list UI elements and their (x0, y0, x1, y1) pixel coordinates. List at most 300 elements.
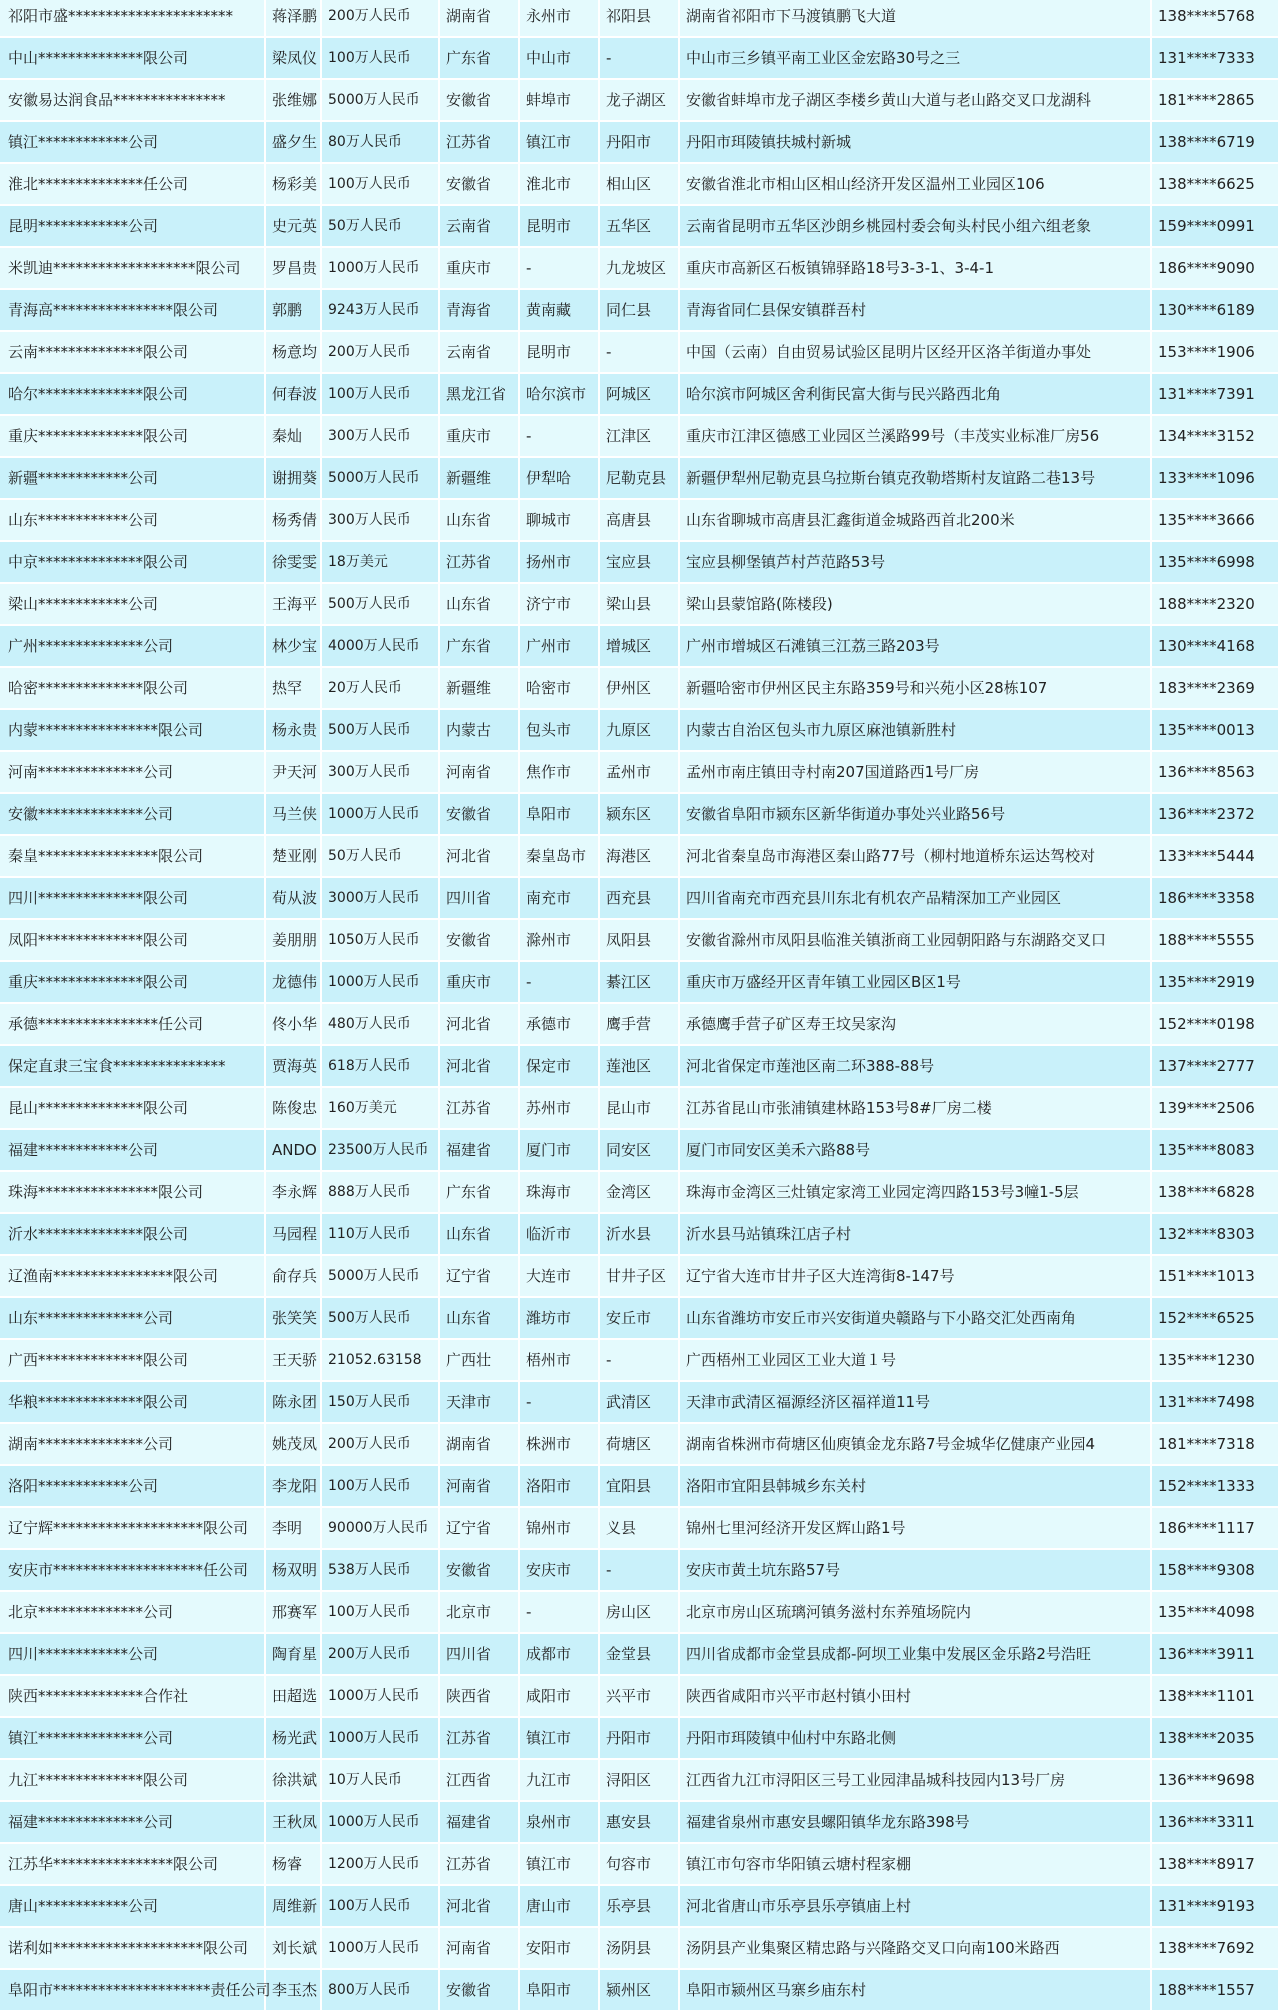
cell-company-name: 秦皇****************限公司 (0, 835, 265, 877)
table-row (0, 1507, 1278, 1549)
cell-company-name: 祁阳市盛********************** (0, 0, 265, 37)
cell-company-name: 洛阳************公司 (0, 1465, 265, 1507)
cell-city: 株洲市 (519, 1423, 599, 1465)
cell-city: 广州市 (519, 625, 599, 667)
cell-city: 洛阳市 (519, 1465, 599, 1507)
cell-district: 兴平市 (599, 1675, 679, 1717)
cell-legal-rep: 罗昌贵 (265, 247, 321, 289)
cell-registered-capital: 50万人民币 (321, 205, 439, 247)
table-row (0, 793, 1278, 835)
table-row (0, 1801, 1278, 1843)
cell-registered-capital: 160万美元 (321, 1087, 439, 1129)
cell-legal-rep: 陈永团 (265, 1381, 321, 1423)
cell-district: 增城区 (599, 625, 679, 667)
table-row (0, 163, 1278, 205)
cell-address: 宝应县柳堡镇芦村芦范路53号 (679, 541, 1151, 583)
cell-company-name: 四川**************限公司 (0, 877, 265, 919)
table-row (0, 1339, 1278, 1381)
cell-address: 哈尔滨市阿城区舍利街民富大街与民兴路西北角 (679, 373, 1151, 415)
cell-province: 湖南省 (439, 0, 519, 37)
cell-registered-capital: 18万美元 (321, 541, 439, 583)
cell-registered-capital: 100万人民币 (321, 163, 439, 205)
cell-phone: 135****2919 (1151, 961, 1278, 1003)
cell-company-name: 凤阳**************限公司 (0, 919, 265, 961)
cell-address: 福建省泉州市惠安县螺阳镇华龙东路398号 (679, 1801, 1151, 1843)
cell-province: 山东省 (439, 499, 519, 541)
cell-legal-rep: 陶育星 (265, 1633, 321, 1675)
cell-legal-rep: 李龙阳 (265, 1465, 321, 1507)
cell-legal-rep: 周维新 (265, 1885, 321, 1927)
cell-phone: 131****9193 (1151, 1885, 1278, 1927)
cell-company-name: 重庆**************限公司 (0, 415, 265, 457)
cell-legal-rep: 马兰侠 (265, 793, 321, 835)
cell-city: 唐山市 (519, 1885, 599, 1927)
cell-address: 锦州七里河经济开发区辉山路1号 (679, 1507, 1151, 1549)
cell-district: 高唐县 (599, 499, 679, 541)
cell-registered-capital: 1050万人民币 (321, 919, 439, 961)
cell-address: 珠海市金湾区三灶镇定家湾工业园定湾四路153号3幢1-5层 (679, 1171, 1151, 1213)
cell-city: 扬州市 (519, 541, 599, 583)
cell-company-name: 昆山**************限公司 (0, 1087, 265, 1129)
cell-province: 四川省 (439, 877, 519, 919)
table-row (0, 1381, 1278, 1423)
table-row (0, 1843, 1278, 1885)
cell-phone: 151****1013 (1151, 1255, 1278, 1297)
cell-company-name: 米凯迪*******************限公司 (0, 247, 265, 289)
cell-registered-capital: 1000万人民币 (321, 1717, 439, 1759)
cell-company-name: 云南**************限公司 (0, 331, 265, 373)
cell-city: 潍坊市 (519, 1297, 599, 1339)
cell-phone: 188****1557 (1151, 1969, 1278, 2011)
cell-province: 安徽省 (439, 1549, 519, 1591)
cell-city: 淮北市 (519, 163, 599, 205)
cell-phone: 131****7333 (1151, 37, 1278, 79)
cell-registered-capital: 500万人民币 (321, 1297, 439, 1339)
cell-province: 河南省 (439, 751, 519, 793)
cell-city: 阜阳市 (519, 793, 599, 835)
table-row (0, 1759, 1278, 1801)
cell-address: 重庆市高新区石板镇锦驿路18号3-3-1、3-4-1 (679, 247, 1151, 289)
cell-district: 丹阳市 (599, 121, 679, 163)
cell-legal-rep: 刘长斌 (265, 1927, 321, 1969)
cell-province: 内蒙古 (439, 709, 519, 751)
cell-legal-rep: 郭鹏 (265, 289, 321, 331)
cell-phone: 138****1101 (1151, 1675, 1278, 1717)
cell-district: 房山区 (599, 1591, 679, 1633)
cell-phone: 136****9698 (1151, 1759, 1278, 1801)
cell-district: 乐亭县 (599, 1885, 679, 1927)
cell-province: 安徽省 (439, 919, 519, 961)
cell-registered-capital: 1000万人民币 (321, 961, 439, 1003)
cell-district: 五华区 (599, 205, 679, 247)
table-row (0, 877, 1278, 919)
cell-address: 山东省聊城市高唐县汇鑫街道金城路西首北200米 (679, 499, 1151, 541)
cell-province: 北京市 (439, 1591, 519, 1633)
table-row (0, 289, 1278, 331)
cell-city: - (519, 1591, 599, 1633)
cell-province: 黑龙江省 (439, 373, 519, 415)
cell-phone: 152****1333 (1151, 1465, 1278, 1507)
cell-company-name: 华粮**************限公司 (0, 1381, 265, 1423)
cell-legal-rep: 梁凤仪 (265, 37, 321, 79)
cell-legal-rep: 姜朋朋 (265, 919, 321, 961)
cell-company-name: 阜阳市*********************责任公司 (0, 1969, 265, 2011)
cell-address: 湖南省株洲市荷塘区仙庾镇金龙东路7号金城华亿健康产业园4 (679, 1423, 1151, 1465)
cell-phone: 152****0198 (1151, 1003, 1278, 1045)
cell-registered-capital: 300万人民币 (321, 499, 439, 541)
cell-province: 四川省 (439, 1633, 519, 1675)
cell-city: 中山市 (519, 37, 599, 79)
cell-address: 安徽省滁州市凤阳县临淮关镇浙商工业园朝阳路与东湖路交叉口 (679, 919, 1151, 961)
cell-district: - (599, 1339, 679, 1381)
cell-address: 新疆伊犁州尼勒克县乌拉斯台镇克孜勒塔斯村友谊路二巷13号 (679, 457, 1151, 499)
cell-district: 金湾区 (599, 1171, 679, 1213)
cell-company-name: 河南**************公司 (0, 751, 265, 793)
table-row (0, 1213, 1278, 1255)
cell-legal-rep: 王秋凤 (265, 1801, 321, 1843)
cell-company-name: 淮北**************任公司 (0, 163, 265, 205)
cell-legal-rep: 杨意均 (265, 331, 321, 373)
cell-district: 阿城区 (599, 373, 679, 415)
cell-district: 颍州区 (599, 1969, 679, 2011)
cell-company-name: 四川************公司 (0, 1633, 265, 1675)
cell-registered-capital: 9243万人民币 (321, 289, 439, 331)
cell-district: 宜阳县 (599, 1465, 679, 1507)
cell-phone: 186****1117 (1151, 1507, 1278, 1549)
cell-city: 蚌埠市 (519, 79, 599, 121)
table-row (0, 205, 1278, 247)
cell-phone: 138****8917 (1151, 1843, 1278, 1885)
cell-registered-capital: 300万人民币 (321, 415, 439, 457)
cell-registered-capital: 4000万人民币 (321, 625, 439, 667)
cell-phone: 135****1230 (1151, 1339, 1278, 1381)
table-row (0, 1591, 1278, 1633)
cell-province: 河北省 (439, 1045, 519, 1087)
cell-registered-capital: 1000万人民币 (321, 1675, 439, 1717)
table-row (0, 499, 1278, 541)
cell-legal-rep: 李玉杰 (265, 1969, 321, 2011)
table-row (0, 37, 1278, 79)
cell-registered-capital: 1000万人民币 (321, 247, 439, 289)
cell-province: 重庆市 (439, 247, 519, 289)
cell-address: 厦门市同安区美禾六路88号 (679, 1129, 1151, 1171)
cell-city: 九江市 (519, 1759, 599, 1801)
cell-phone: 138****2035 (1151, 1717, 1278, 1759)
cell-legal-rep: 俞存兵 (265, 1255, 321, 1297)
cell-phone: 135****8083 (1151, 1129, 1278, 1171)
cell-province: 河北省 (439, 1003, 519, 1045)
cell-legal-rep: 李明 (265, 1507, 321, 1549)
cell-province: 福建省 (439, 1129, 519, 1171)
cell-registered-capital: 5000万人民币 (321, 457, 439, 499)
cell-address: 孟州市南庄镇田寺村南207国道路西1号厂房 (679, 751, 1151, 793)
cell-phone: 131****7391 (1151, 373, 1278, 415)
cell-phone: 136****3311 (1151, 1801, 1278, 1843)
cell-address: 安徽省蚌埠市龙子湖区李楼乡黄山大道与老山路交叉口龙湖科 (679, 79, 1151, 121)
cell-address: 阜阳市颍州区马寨乡庙东村 (679, 1969, 1151, 2011)
cell-registered-capital: 90000万人民币 (321, 1507, 439, 1549)
cell-address: 湖南省祁阳市下马渡镇鹏飞大道 (679, 0, 1151, 37)
cell-district: 凤阳县 (599, 919, 679, 961)
cell-legal-rep: 杨秀倩 (265, 499, 321, 541)
cell-address: 四川省南充市西充县川东北有机农产品精深加工产业园区 (679, 877, 1151, 919)
cell-legal-rep: 史元英 (265, 205, 321, 247)
cell-address: 河北省秦皇岛市海港区秦山路77号（柳村地道桥东运达驾校对 (679, 835, 1151, 877)
cell-registered-capital: 20万人民币 (321, 667, 439, 709)
cell-city: 安阳市 (519, 1927, 599, 1969)
cell-district: 汤阴县 (599, 1927, 679, 1969)
cell-phone: 153****1906 (1151, 331, 1278, 373)
cell-phone: 136****3911 (1151, 1633, 1278, 1675)
cell-city: 保定市 (519, 1045, 599, 1087)
cell-city: 焦作市 (519, 751, 599, 793)
cell-legal-rep: 何春波 (265, 373, 321, 415)
cell-district: 西充县 (599, 877, 679, 919)
cell-legal-rep: 田超选 (265, 1675, 321, 1717)
table-row (0, 1549, 1278, 1591)
cell-company-name: 福建************公司 (0, 1129, 265, 1171)
cell-legal-rep: 陈俊忠 (265, 1087, 321, 1129)
cell-province: 天津市 (439, 1381, 519, 1423)
cell-company-name: 安徽**************公司 (0, 793, 265, 835)
cell-legal-rep: 谢拥葵 (265, 457, 321, 499)
cell-city: 厦门市 (519, 1129, 599, 1171)
cell-registered-capital: 100万人民币 (321, 1591, 439, 1633)
cell-address: 广州市增城区石滩镇三江荔三路203号 (679, 625, 1151, 667)
cell-address: 汤阴县产业集聚区精忠路与兴隆路交叉口向南100米路西 (679, 1927, 1151, 1969)
cell-province: 广西壮 (439, 1339, 519, 1381)
cell-city: 承德市 (519, 1003, 599, 1045)
cell-registered-capital: 21052.63158 (321, 1339, 439, 1381)
cell-company-name: 珠海****************限公司 (0, 1171, 265, 1213)
cell-phone: 137****2777 (1151, 1045, 1278, 1087)
cell-address: 沂水县马站镇珠江店子村 (679, 1213, 1151, 1255)
table-row (0, 1969, 1278, 2011)
cell-city: 滁州市 (519, 919, 599, 961)
cell-address: 广西梧州工业园区工业大道１号 (679, 1339, 1151, 1381)
cell-district: 荷塘区 (599, 1423, 679, 1465)
table-row (0, 1885, 1278, 1927)
cell-province: 重庆市 (439, 415, 519, 457)
cell-district: 安丘市 (599, 1297, 679, 1339)
cell-registered-capital: 200万人民币 (321, 331, 439, 373)
cell-legal-rep: 楚亚刚 (265, 835, 321, 877)
cell-company-name: 保定直隶三宝食*************** (0, 1045, 265, 1087)
cell-company-name: 安徽易达润食品*************** (0, 79, 265, 121)
cell-legal-rep: 龙德伟 (265, 961, 321, 1003)
table-row (0, 247, 1278, 289)
cell-phone: 133****5444 (1151, 835, 1278, 877)
cell-district: 祁阳县 (599, 0, 679, 37)
cell-address: 安徽省淮北市相山区相山经济开发区温州工业园区106 (679, 163, 1151, 205)
cell-phone: 135****0013 (1151, 709, 1278, 751)
cell-city: 泉州市 (519, 1801, 599, 1843)
cell-province: 陕西省 (439, 1675, 519, 1717)
cell-phone: 138****6719 (1151, 121, 1278, 163)
cell-city: 苏州市 (519, 1087, 599, 1129)
cell-province: 江苏省 (439, 1843, 519, 1885)
cell-district: 昆山市 (599, 1087, 679, 1129)
cell-province: 河北省 (439, 835, 519, 877)
cell-province: 广东省 (439, 625, 519, 667)
cell-province: 广东省 (439, 1171, 519, 1213)
cell-registered-capital: 100万人民币 (321, 373, 439, 415)
cell-city: 哈密市 (519, 667, 599, 709)
cell-phone: 138****6625 (1151, 163, 1278, 205)
cell-registered-capital: 100万人民币 (321, 37, 439, 79)
cell-district: 颍东区 (599, 793, 679, 835)
cell-company-name: 内蒙****************限公司 (0, 709, 265, 751)
table-row (0, 415, 1278, 457)
cell-city: 永州市 (519, 0, 599, 37)
table-row (0, 1717, 1278, 1759)
cell-legal-rep: 邢赛军 (265, 1591, 321, 1633)
cell-city: 镇江市 (519, 121, 599, 163)
cell-district: 金堂县 (599, 1633, 679, 1675)
cell-legal-rep: 尹天河 (265, 751, 321, 793)
cell-registered-capital: 100万人民币 (321, 1465, 439, 1507)
cell-city: 昆明市 (519, 205, 599, 247)
cell-registered-capital: 888万人民币 (321, 1171, 439, 1213)
cell-city: 成都市 (519, 1633, 599, 1675)
cell-phone: 158****9308 (1151, 1549, 1278, 1591)
cell-address: 青海省同仁县保安镇群吾村 (679, 289, 1151, 331)
cell-address: 丹阳市珥陵镇中仙村中东路北侧 (679, 1717, 1151, 1759)
cell-district: 沂水县 (599, 1213, 679, 1255)
cell-district: - (599, 37, 679, 79)
cell-legal-rep: 佟小华 (265, 1003, 321, 1045)
cell-company-name: 昆明************公司 (0, 205, 265, 247)
cell-legal-rep: 蒋泽鹏 (265, 0, 321, 37)
cell-phone: 131****7498 (1151, 1381, 1278, 1423)
cell-address: 重庆市万盛经开区青年镇工业园区B区1号 (679, 961, 1151, 1003)
cell-city: 聊城市 (519, 499, 599, 541)
cell-district: 相山区 (599, 163, 679, 205)
cell-district: 江津区 (599, 415, 679, 457)
cell-legal-rep: 林少宝 (265, 625, 321, 667)
cell-province: 山东省 (439, 1213, 519, 1255)
cell-phone: 183****2369 (1151, 667, 1278, 709)
cell-company-name: 哈尔**************限公司 (0, 373, 265, 415)
cell-city: 咸阳市 (519, 1675, 599, 1717)
cell-province: 山东省 (439, 583, 519, 625)
cell-phone: 186****9090 (1151, 247, 1278, 289)
cell-registered-capital: 150万人民币 (321, 1381, 439, 1423)
cell-district: 甘井子区 (599, 1255, 679, 1297)
cell-legal-rep: 荀从波 (265, 877, 321, 919)
table-row (0, 919, 1278, 961)
cell-phone: 181****7318 (1151, 1423, 1278, 1465)
cell-company-name: 镇江**************公司 (0, 1717, 265, 1759)
cell-company-name: 辽宁辉********************限公司 (0, 1507, 265, 1549)
cell-phone: 138****5768 (1151, 0, 1278, 37)
cell-city: 临沂市 (519, 1213, 599, 1255)
cell-province: 广东省 (439, 37, 519, 79)
cell-company-name: 福建**************公司 (0, 1801, 265, 1843)
cell-company-name: 重庆**************限公司 (0, 961, 265, 1003)
cell-city: 珠海市 (519, 1171, 599, 1213)
cell-company-name: 九江**************限公司 (0, 1759, 265, 1801)
cell-district: 浔阳区 (599, 1759, 679, 1801)
cell-district: 綦江区 (599, 961, 679, 1003)
cell-district: 九龙坡区 (599, 247, 679, 289)
cell-phone: 135****3666 (1151, 499, 1278, 541)
cell-city: 锦州市 (519, 1507, 599, 1549)
cell-address: 中国（云南）自由贸易试验区昆明片区经开区洛羊街道办事处 (679, 331, 1151, 373)
cell-district: 丹阳市 (599, 1717, 679, 1759)
cell-city: 阜阳市 (519, 1969, 599, 2011)
cell-district: 惠安县 (599, 1801, 679, 1843)
cell-phone: 188****5555 (1151, 919, 1278, 961)
cell-city: - (519, 961, 599, 1003)
cell-legal-rep: 杨彩美 (265, 163, 321, 205)
cell-phone: 159****0991 (1151, 205, 1278, 247)
cell-phone: 136****2372 (1151, 793, 1278, 835)
cell-district: 海港区 (599, 835, 679, 877)
cell-city: - (519, 1381, 599, 1423)
cell-phone: 135****4098 (1151, 1591, 1278, 1633)
table-row (0, 331, 1278, 373)
cell-registered-capital: 1000万人民币 (321, 1801, 439, 1843)
cell-province: 安徽省 (439, 79, 519, 121)
cell-registered-capital: 200万人民币 (321, 1633, 439, 1675)
cell-registered-capital: 1000万人民币 (321, 1927, 439, 1969)
cell-district: - (599, 1549, 679, 1591)
cell-company-name: 广州**************公司 (0, 625, 265, 667)
cell-district: 梁山县 (599, 583, 679, 625)
cell-legal-rep: 贾海英 (265, 1045, 321, 1087)
cell-province: 新疆维 (439, 667, 519, 709)
cell-legal-rep: 姚茂凤 (265, 1423, 321, 1465)
cell-company-name: 山东**************公司 (0, 1297, 265, 1339)
cell-address: 洛阳市宜阳县韩城乡东关村 (679, 1465, 1151, 1507)
cell-address: 安徽省阜阳市颍东区新华街道办事处兴业路56号 (679, 793, 1151, 835)
cell-province: 山东省 (439, 1297, 519, 1339)
table-row (0, 0, 1278, 37)
cell-company-name: 承德****************任公司 (0, 1003, 265, 1045)
cell-company-name: 山东************公司 (0, 499, 265, 541)
cell-address: 河北省唐山市乐亭县乐亭镇庙上村 (679, 1885, 1151, 1927)
cell-province: 云南省 (439, 205, 519, 247)
cell-city: 镇江市 (519, 1843, 599, 1885)
cell-registered-capital: 300万人民币 (321, 751, 439, 793)
cell-registered-capital: 100万人民币 (321, 1885, 439, 1927)
cell-province: 江西省 (439, 1759, 519, 1801)
cell-district: 同安区 (599, 1129, 679, 1171)
cell-city: 梧州市 (519, 1339, 599, 1381)
cell-phone: 136****8563 (1151, 751, 1278, 793)
table-row (0, 121, 1278, 163)
table-row (0, 1171, 1278, 1213)
cell-district: 同仁县 (599, 289, 679, 331)
table-row (0, 1087, 1278, 1129)
cell-registered-capital: 618万人民币 (321, 1045, 439, 1087)
cell-city: 黄南藏 (519, 289, 599, 331)
cell-legal-rep: 张维娜 (265, 79, 321, 121)
cell-registered-capital: 800万人民币 (321, 1969, 439, 2011)
cell-city: 济宁市 (519, 583, 599, 625)
cell-province: 江苏省 (439, 1717, 519, 1759)
cell-phone: 135****6998 (1151, 541, 1278, 583)
table-row (0, 1297, 1278, 1339)
cell-company-name: 中京**************限公司 (0, 541, 265, 583)
cell-district: 尼勒克县 (599, 457, 679, 499)
table-row (0, 1633, 1278, 1675)
cell-registered-capital: 110万人民币 (321, 1213, 439, 1255)
cell-address: 中山市三乡镇平南工业区金宏路30号之三 (679, 37, 1151, 79)
cell-address: 新疆哈密市伊州区民主东路359号和兴苑小区28栋107 (679, 667, 1151, 709)
cell-registered-capital: 200万人民币 (321, 1423, 439, 1465)
